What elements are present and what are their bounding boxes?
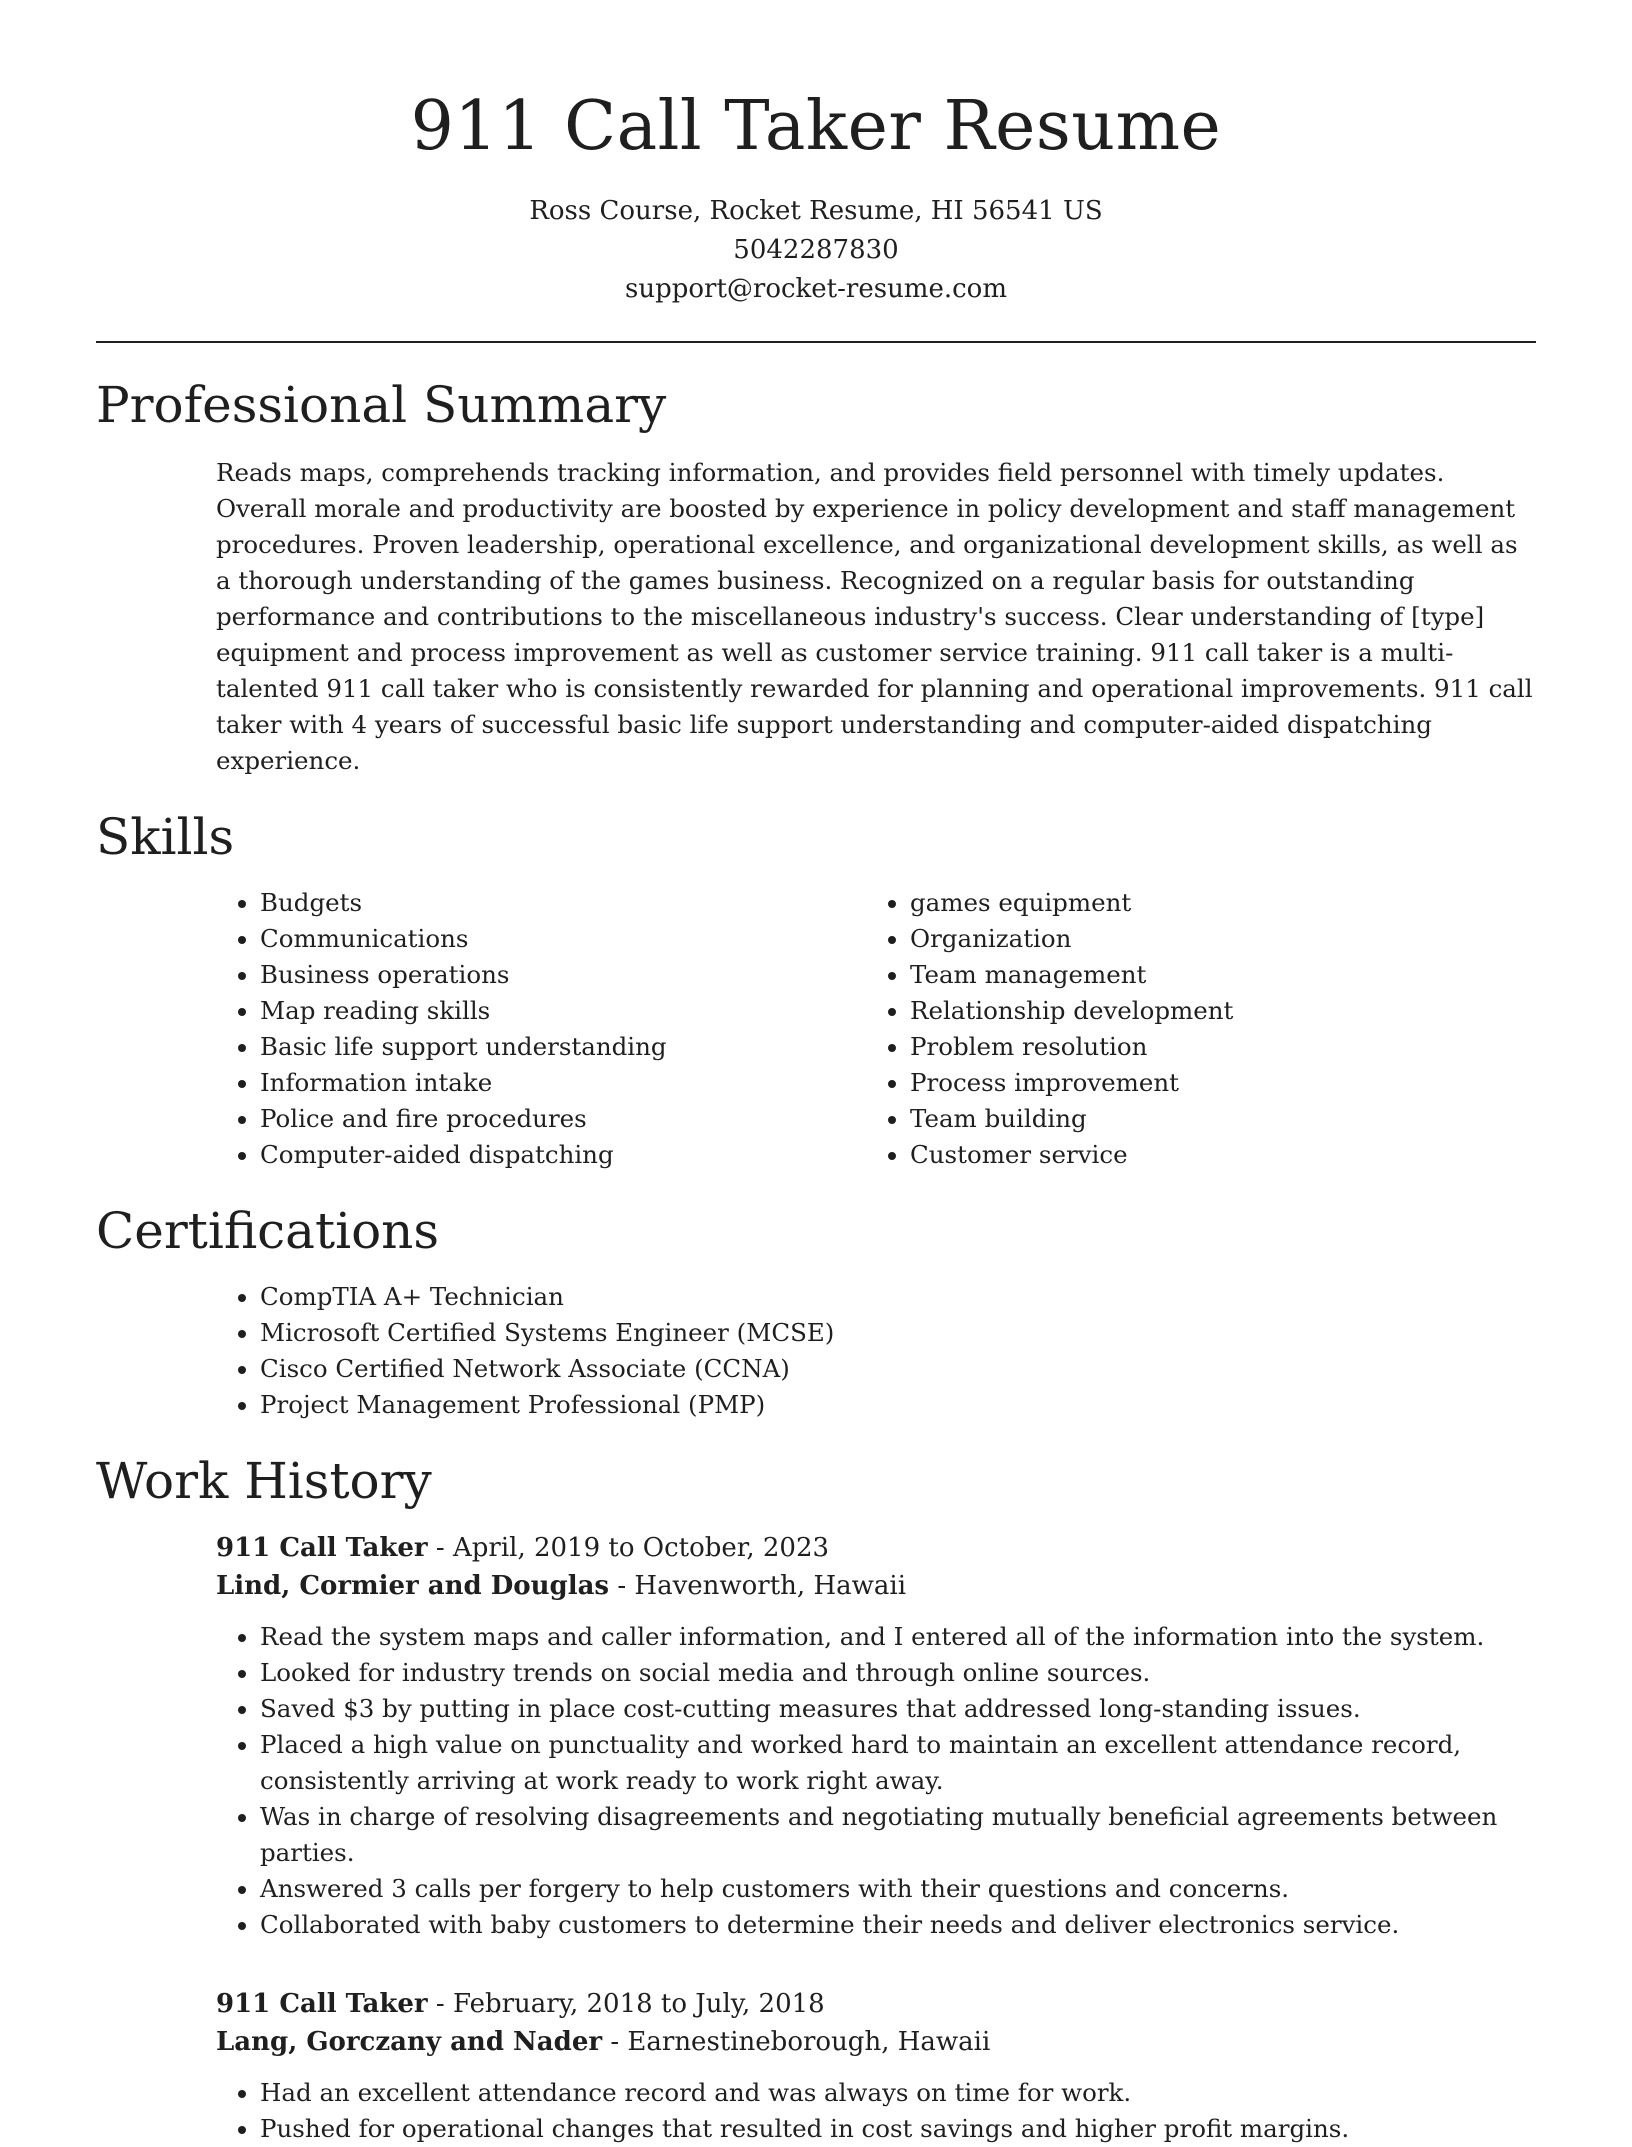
resume-header bbox=[96, 0, 1536, 309]
job-company-line: Lind, Cormier and Douglas - Havenworth, Hawaii bbox=[216, 1571, 907, 1601]
job-bullet: • Saved $3 by putting in place cost-cutting measures that addressed long-standing issues. bbox=[260, 1691, 1536, 1727]
job-company: Lang, Gorczany and Nader bbox=[216, 2027, 603, 2057]
job-entry bbox=[216, 1985, 1536, 2147]
work-history-heading: Work History bbox=[96, 1452, 432, 1510]
job-company: Lind, Cormier and Douglas bbox=[216, 1571, 610, 1601]
summary-section bbox=[96, 373, 1536, 779]
skill-item: • Information intake bbox=[260, 1065, 866, 1101]
skill-item: • Customer service bbox=[910, 1137, 1516, 1173]
certifications-list bbox=[216, 1279, 1536, 1423]
skill-item: • Business operations bbox=[260, 957, 866, 993]
job-bullets bbox=[216, 1619, 1536, 1943]
job-title-line: 911 Call Taker - April, 2019 to October, 2023 bbox=[216, 1533, 830, 1563]
phone: 5042287830 bbox=[733, 235, 899, 265]
job-location: Earnestineborough, Hawaii bbox=[627, 2027, 991, 2057]
job-bullet: • Answered 3 calls per forgery to help customers with their questions and concerns. bbox=[260, 1871, 1536, 1907]
address: Ross Course, Rocket Resume, HI 56541 US bbox=[529, 196, 1103, 226]
job-title-line: 911 Call Taker - February, 2018 to July, 2018 bbox=[216, 1989, 825, 2019]
skill-item: • Police and fire procedures bbox=[260, 1101, 866, 1137]
work-history-section bbox=[96, 1449, 1536, 2147]
skill-item: • Process improvement bbox=[910, 1065, 1516, 1101]
job-entry bbox=[216, 1529, 1536, 1943]
certification-item: • CompTIA A+ Technician bbox=[260, 1279, 1536, 1315]
skill-item: • Organization bbox=[910, 921, 1516, 957]
skill-item: • Team building bbox=[910, 1101, 1516, 1137]
skill-item: • Computer-aided dispatching bbox=[260, 1137, 866, 1173]
skills-right-list bbox=[866, 885, 1516, 1173]
skill-item: • Basic life support understanding bbox=[260, 1029, 866, 1065]
skills-columns bbox=[216, 885, 1536, 1173]
job-bullet: • Collaborated with baby customers to determine their needs and deliver electronics service. bbox=[260, 1907, 1536, 1943]
job-bullet: • Placed a high value on punctuality and worked hard to maintain an excellent attendance record, consistently arriving at work ready to work right away. bbox=[260, 1727, 1536, 1799]
skill-item: • Relationship development bbox=[910, 993, 1516, 1029]
job-title: 911 Call Taker bbox=[216, 1989, 428, 2019]
certifications-section bbox=[96, 1199, 1536, 1423]
certification-item: • Project Management Professional (PMP) bbox=[260, 1387, 1536, 1423]
skill-item: • Map reading skills bbox=[260, 993, 866, 1029]
job-bullet: • Looked for industry trends on social media and through online sources. bbox=[260, 1655, 1536, 1691]
job-bullets bbox=[216, 2075, 1536, 2147]
skills-section bbox=[96, 805, 1536, 1173]
job-company-line: Lang, Gorczany and Nader - Earnestineborough, Hawaii bbox=[216, 2027, 991, 2057]
certifications-heading: Certifications bbox=[96, 1202, 440, 1260]
skills-left-list bbox=[216, 885, 866, 1173]
skill-item: • Problem resolution bbox=[910, 1029, 1516, 1065]
skill-item: • Communications bbox=[260, 921, 866, 957]
certification-item: • Microsoft Certified Systems Engineer (MCSE) bbox=[260, 1315, 1536, 1351]
skill-item: • Budgets bbox=[260, 885, 866, 921]
contact-block bbox=[96, 192, 1536, 309]
job-bullet: • Was in charge of resolving disagreements and negotiating mutually beneficial agreements between parties. bbox=[260, 1799, 1536, 1871]
summary-text: Reads maps, comprehends tracking information, and provides field personnel with timely updates. Overall morale and productivity are boosted by experience in policy development and staff management procedures. Proven leadership, operational excellence, and organizational development skills, as well as a thorough understanding of the games business. Recognized on a regular basis for outstanding performance and contributions to the miscellaneous industry's success. Clear understanding of [type] equipment and process improvement as well as customer service training. 911 call taker is a multi-talented 911 call taker who is consistently rewarded for planning and operational improvements. 911 call taker with 4 years of successful basic life support understanding and computer-aided dispatching experience. bbox=[216, 458, 1533, 775]
job-bullet: • Had an excellent attendance record and was always on time for work. bbox=[260, 2075, 1536, 2111]
skills-heading: Skills bbox=[96, 808, 235, 866]
job-dates: April, 2019 to October, 2023 bbox=[452, 1533, 830, 1563]
header-divider bbox=[96, 341, 1536, 343]
certification-item: • Cisco Certified Network Associate (CCNA) bbox=[260, 1351, 1536, 1387]
job-bullet: • Read the system maps and caller information, and I entered all of the information into the system. bbox=[260, 1619, 1536, 1655]
resume-title: 911 Call Taker Resume bbox=[410, 87, 1222, 166]
job-dates: February, 2018 to July, 2018 bbox=[452, 1989, 825, 2019]
email: support@rocket-resume.com bbox=[624, 274, 1007, 304]
summary-heading: Professional Summary bbox=[96, 376, 667, 434]
skill-item: • games equipment bbox=[910, 885, 1516, 921]
job-location: Havenworth, Hawaii bbox=[634, 1571, 907, 1601]
job-bullet: • Pushed for operational changes that resulted in cost savings and higher profit margins. bbox=[260, 2111, 1536, 2147]
job-title: 911 Call Taker bbox=[216, 1533, 428, 1563]
skill-item: • Team management bbox=[910, 957, 1516, 993]
